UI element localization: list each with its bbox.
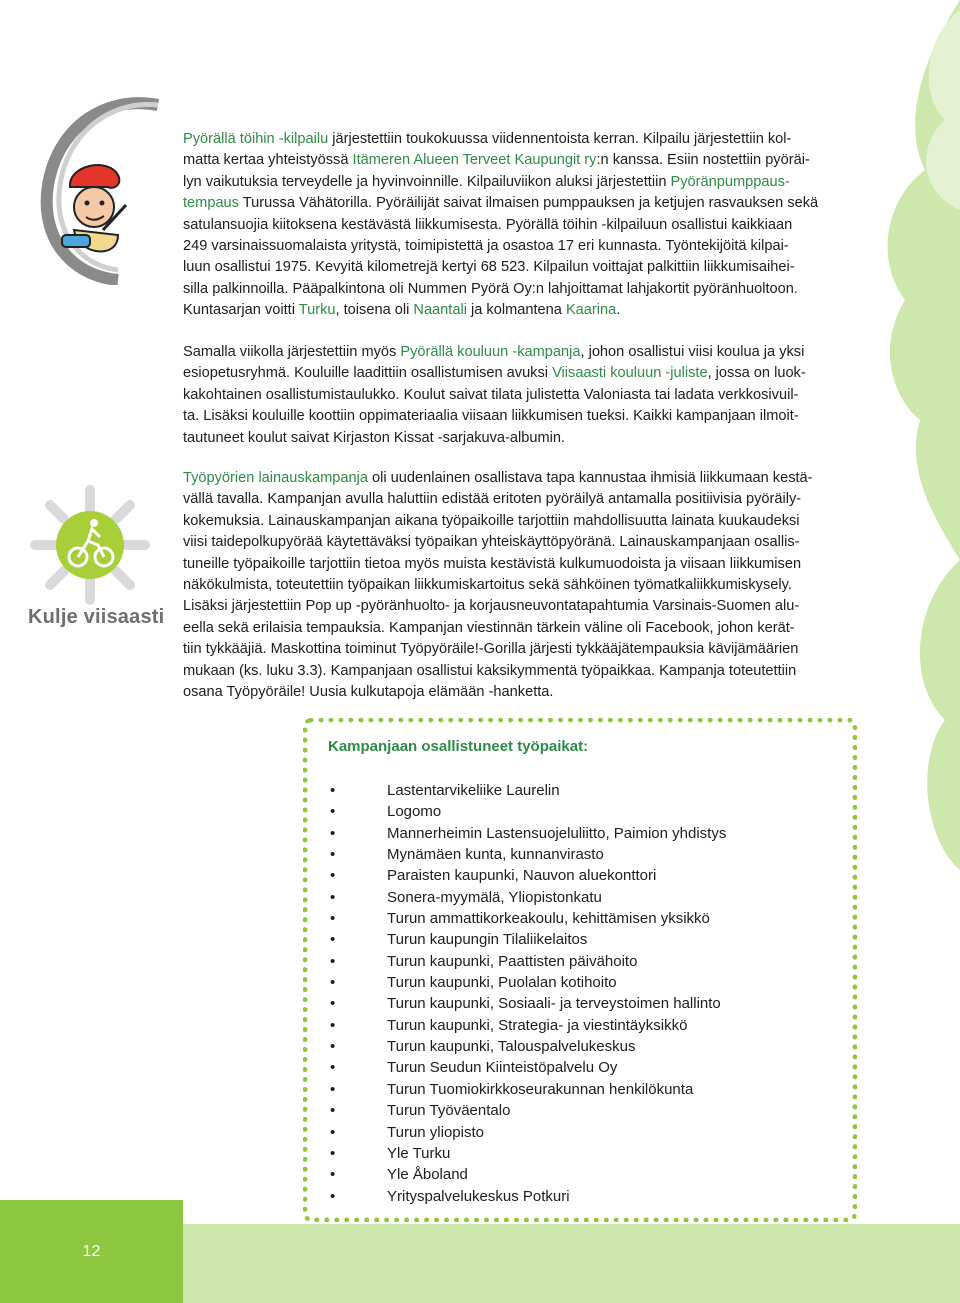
list-item: [330, 801, 726, 822]
list-item: [330, 972, 726, 993]
list-item-label: Mynämäen kunta, kunnanvirasto: [387, 846, 604, 864]
bullet-icon: •: [330, 1166, 336, 1184]
list-item-label: Turun Seudun Kiinteistöpalvelu Oy: [387, 1059, 618, 1077]
list-item-label: Turun ammattikorkeakoulu, kehittämisen yksikkö: [387, 910, 710, 928]
list-item-label: Turun kaupunki, Sosiaali- ja terveystoimen hallinto: [387, 995, 721, 1013]
list-item: [330, 1164, 726, 1185]
paragraph-competition: Pyörällä töihin -kilpailu järjestettiin toukokuussa viidennentoista kerran. Kilpailu järjestettiin kol- matta kertaa yhteistyössä Itämeren Alueen Terveet Kaupungit ry:n kanssa. Esiin nostettiin pyöräi- lyn vaikutuksia terveydelle ja hyvinvoinnille. Kilpailuviikon aluksi järjestettiin Pyöränpumppaus- tempaus Turussa Vähätorilla. Pyöräilijät saivat ilmaisen pumppauksen ja ketjujen rasvauksen sekä satulansuojia kiitoksena kestävästä liikkumisesta. Pyörällä töihin -kilpailuun osallistui kaikkiaan 249 varsinaissuomalaista yritystä, toimipistettä ja osastoa 17 eri kunnasta. Työntekijöitä kilpai- luun osallistui 1975. Kevyitä kilometrejä kertyi 68 523. Kilpailun voittajat palkittiin liikkumisaihei- silla palkinnoilla. Pääpalkintona oli Nummen Pyörä Oy:n lahjoittamat lahjakortit pyöränhuoltoon. Kuntasarjan voitti Turku, toisena oli Naantali ja kolmantena Kaarina.: [183, 131, 819, 319]
list-item: [330, 1143, 726, 1164]
bullet-icon: •: [330, 888, 336, 906]
list-item: [330, 1079, 726, 1100]
bullet-icon: •: [330, 1123, 336, 1141]
list-item: [330, 1057, 726, 1078]
list-item-label: Turun yliopisto: [387, 1123, 484, 1141]
list-item-label: Lastentarvikeliike Laurelin: [387, 782, 560, 799]
participants-list: [330, 780, 726, 1207]
bullet-icon: •: [330, 1187, 336, 1205]
list-item: [330, 1015, 726, 1036]
list-item-label: Yle Turku: [387, 1144, 451, 1162]
list-item-label: Turun Tuomiokirkkoseurakunnan henkilökunta: [387, 1080, 694, 1098]
list-item: [330, 1122, 726, 1143]
bullet-icon: •: [330, 952, 336, 970]
list-item-label: Turun kaupunki, Paattisten päivähoito: [387, 952, 638, 970]
bullet-icon: •: [330, 995, 336, 1013]
list-item-label: Turun kaupunki, Strategia- ja viestintäyksikkö: [387, 1016, 688, 1034]
cyclist-sun-icon: [20, 485, 160, 605]
list-item: [330, 908, 726, 929]
list-item-label: Yrityspalvelukeskus Potkuri: [387, 1187, 570, 1205]
paragraph-school-campaign: Samalla viikolla järjestettiin myös Pyörällä kouluun -kampanja, johon osallistui viisi koulua ja yksi esiopetusryhmä. Kouluille laadittiin osallistumisen avuksi Viisaasti kouluun -juliste, jossa on luok- kakohtainen osallistumistaulukko. Koulut saivat tilata julistetta Valoniasta tai ladata verkkosivuil- ta. Lisäksi kouluille koottiin oppimateriaalia viisaan liikkumisen tueksi. Kaikki kampanjaan ilmoit- tautuneet koulut saivat Kirjaston Kissat -sarjakuva-albumin.: [183, 344, 806, 446]
bullet-icon: •: [330, 824, 336, 842]
footer-bar: [183, 1224, 960, 1303]
list-item: [330, 780, 726, 801]
bullet-icon: •: [330, 1016, 336, 1034]
list-item-label: Turun kaupunki, Puolalan kotihoito: [387, 974, 617, 992]
list-item-label: Sonera-myymälä, Yliopistonkatu: [387, 888, 602, 906]
bullet-icon: •: [330, 867, 336, 885]
list-item: [330, 1186, 726, 1207]
participants-title: Kampanjaan osallistuneet työpaikat:: [328, 738, 589, 755]
list-item-label: Turun Työväentalo: [387, 1102, 511, 1120]
list-item-label: Turun kaupungin Tilaliikelaitos: [387, 931, 588, 949]
list-item: [330, 1100, 726, 1121]
bullet-icon: •: [330, 782, 336, 799]
list-item-label: Paraisten kaupunki, Nauvon aluekonttori: [387, 867, 657, 885]
bullet-icon: •: [330, 910, 336, 928]
bullet-icon: •: [330, 1059, 336, 1077]
bullet-icon: •: [330, 846, 336, 864]
list-item-label: Yle Åboland: [387, 1166, 468, 1184]
list-item: [330, 929, 726, 950]
list-item: [330, 1036, 726, 1057]
list-item: [330, 823, 726, 844]
link-pyoralla-toihin: Pyörällä töihin -kilpailu: [183, 131, 329, 147]
page-number: 12: [0, 1200, 183, 1303]
list-item: [330, 887, 726, 908]
list-item: [330, 865, 726, 886]
paragraph-bike-loan-campaign: Työpyörien lainauskampanja oli uudenlainen osallistava tapa kannustaa ihmisiä liikkumaan kestä- vällä tavalla. Kampanjan avulla haluttiin edistää eritoten pyöräilyä antamalla positiivisia pyöräily- kokemuksia. Lainauskampanjan aikana työpaikoille tarjottiin mahdollisuutta lainata kuukaudeksi viisi taidepolkupyörää käytettäväksi työpaikan yhteiskäyttöpyöränä. Lainauskampanjaan osallis- tuneille työpaikoille tarjottiin tietoa myös muista kestävistä kulkumuodoista ja viisaan liikkumisen näkökulmista, toteutettiin työpaikan liikkumiskartoitus sekä sähköinen työmatkaliikkumiskysely. Lisäksi järjestettiin Pop up -pyöränhuolto- ja korjausneuvontatapahtumia Varsinais-Suomen alu- eella sekä erilaisia tempauksia. Kampanjan viestinnän tärkein väline oli Facebook, johon kerät- tiin tykkääjiä. Maskottina toiminut Työpyöräile!-Gorilla järjesti tykkääjätempauksia kävijämäärien mukaan (ks. luku 3.3). Kampanjaan osallistui kaksikymmentä työpaikkaa. Kampanja toteutettiin osana Työpyöräile! Uusia kulkutapoja elämään -hanketta.: [183, 470, 813, 701]
bullet-icon: •: [330, 931, 336, 949]
list-item: [330, 844, 726, 865]
bullet-icon: •: [330, 1102, 336, 1120]
bullet-icon: •: [330, 1144, 336, 1162]
cartoon-cyclist-with-pump-icon: [18, 95, 168, 285]
list-item: [330, 993, 726, 1014]
bullet-icon: •: [330, 1038, 336, 1056]
link-itameren-alueen: Itämeren Alueen Terveet Kaupungit ry: [352, 152, 597, 169]
bullet-icon: •: [330, 803, 336, 821]
bullet-icon: •: [330, 974, 336, 992]
list-item-label: Mannerheimin Lastensuojeluliitto, Paimion yhdistys: [387, 824, 727, 842]
list-item-label: Logomo: [387, 803, 442, 821]
list-item-label: Turun kaupunki, Talouspalvelukeskus: [387, 1038, 636, 1056]
bullet-icon: •: [330, 1080, 336, 1098]
logo-text: Kulje viisaasti: [28, 606, 165, 628]
list-item: [330, 951, 726, 972]
